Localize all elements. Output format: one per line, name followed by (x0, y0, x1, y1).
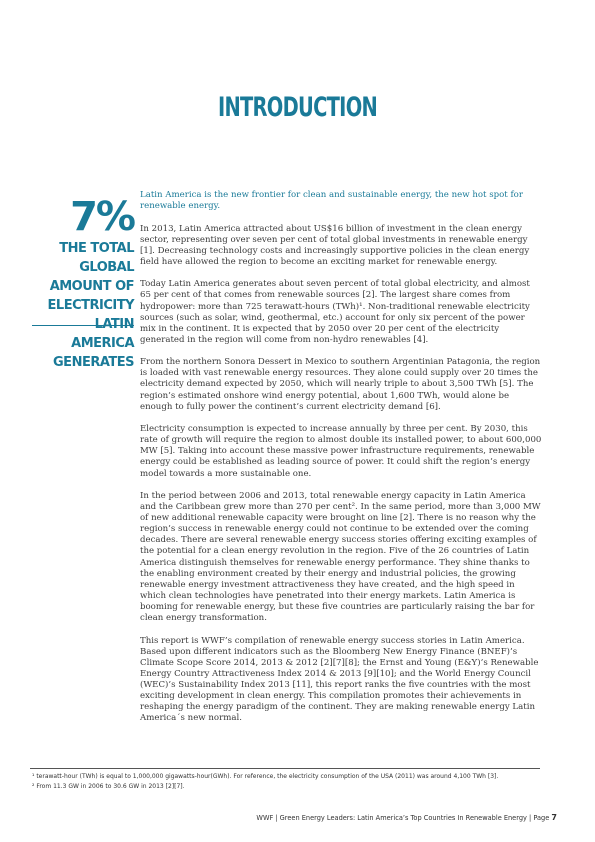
pull-quote-line: ELECTRICITY LATIN (47, 298, 134, 332)
pull-quote-divider (32, 325, 134, 326)
page-number: 7 (551, 813, 557, 822)
pull-quote-line: THE TOTAL GLOBAL (59, 241, 134, 275)
footer-text: WWF | Green Energy Leaders: Latin America’s Top Countries In Renewable Energy | Page (256, 814, 550, 822)
paragraph: This report is WWF’s compilation of renewable energy success stories in Latin America. Based upon different indicators such as the Bloomberg New Energy Finance (BNEF)’s Climate Scope Score 2014, 2013 & 2012 [2][7][8]; the Ernst and Young (E&Y)’s Renewable Energy Country Attractiveness Index 2014 & 2013 [9][10]; and the World Energy Council (WEC)’s Sustainability Index 2013 [11], this report ranks the five countries with the most exciting development in clean energy. This compilation promotes their achievements in reshaping the energy paradigm of the continent. They are making renewable energy Latin America´s new normal. (140, 635, 539, 724)
footnote: ² From 11.3 GW in 2006 to 30.6 GW in 2013 [2][7]. (32, 783, 185, 790)
pull-quote-line: AMERICA GENERATES (53, 336, 134, 370)
pull-quote-percent: 7% (70, 194, 134, 240)
paragraph: In the period between 2006 and 2013, total renewable energy capacity in Latin America and the Caribbean grew more than 270 per cent². In the same period, more than 3,000 MW of new additional renewable capacity were brought on line [2]. There is no reason why the region’s success in renewable energy could not continue to be extended over the coming decades. There are several renewable energy success stories offering exciting examples of the potential for a clean energy revolution in the region. Five of the 26 countries of Latin America distinguish themselves for renewable energy performance. They shine thanks to the enabling environment created by their energy and industrial policies, the growing renewable energy investment attractiveness they have created, and the high speed in which clean technologies have penetrated into their energy markets. Latin America is booming for renewable energy, but these five countries are particularly raising the bar for clean energy transformation. (140, 491, 541, 624)
page-footer (256, 813, 557, 822)
pull-quote-text (30, 239, 134, 372)
page-title: INTRODUCTION (217, 92, 378, 123)
paragraph: In 2013, Latin America attracted about US$16 billion of investment in the clean energy sector, representing over seven per cent of total global investments in renewable energy [1]. Decreasing technology costs and increasingly supportive policies in the clean energy field have allowed the region to become an exciting market for renewable energy. (140, 223, 530, 267)
paragraph: Electricity consumption is expected to increase annually by three per cent. By 2030, this rate of growth will require the region to almost double its installed power, to about 600,000 MW [5]. Taking into account these massive power infrastructure requirements, renewable energy could be established as leading source of power. It could shift the region’s energy model towards a more sustainable one. (140, 424, 542, 479)
pull-quote (30, 196, 134, 372)
lead-paragraph: Latin America is the new frontier for clean and sustainable energy, the new hot spot for renewable energy. (140, 190, 523, 212)
pull-quote-line: AMOUNT OF (49, 279, 134, 294)
footnote-divider (30, 768, 540, 769)
paragraph: Today Latin America generates about seven percent of total global electricity, and almost 65 per cent of that comes from renewable sources [2]. The largest share comes from hydropower: more than 725 terawatt-hours (TWh)¹. Non-traditional renewable electricity sources (such as solar, wind, geothermal, etc.) account for only six percent of the power mix in the continent. It is expected that by 2050 over 20 per cent of the electricity generated in the region will come from non-hydro renewables [4]. (140, 279, 530, 345)
paragraph: From the northern Sonora Dessert in Mexico to southern Argentinian Patagonia, the region is loaded with vast renewable energy resources. They alone could supply over 20 times the electricity demand expected by 2050, which will nearly triple to about 3,500 TWh [5]. The region’s estimated onshore wind energy potential, about 1,600 TWh, would alone be enough to fully power the continent’s current electricity demand [6]. (140, 357, 541, 412)
footnote: ¹ terawatt-hour (TWh) is equal to 1,000,000 gigawatts-hour(GWh). For reference, the electricity consumption of the USA (2011) was around 4,100 TWh [3]. (32, 773, 499, 780)
body-text (140, 190, 542, 736)
